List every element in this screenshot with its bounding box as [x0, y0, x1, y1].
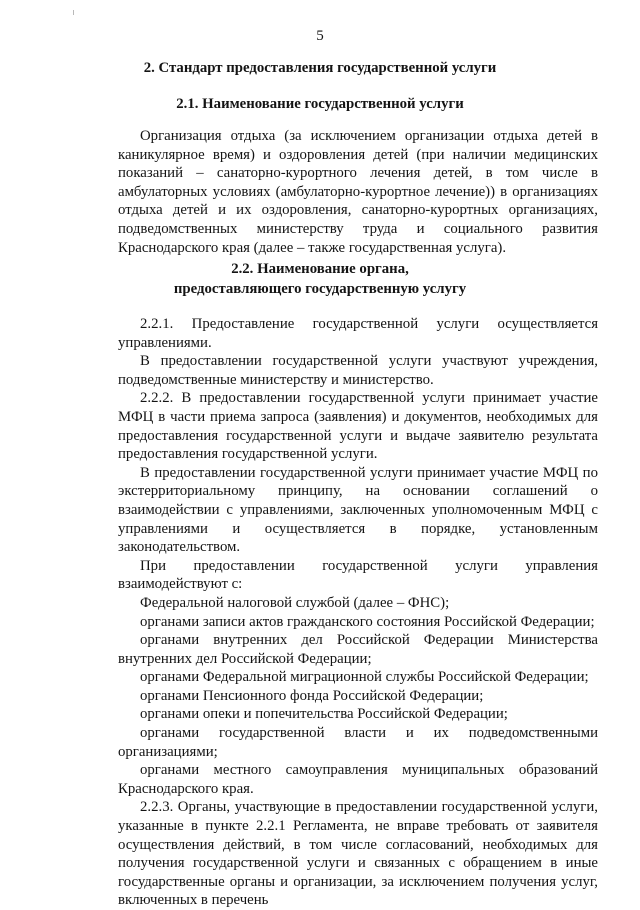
subsection-2-1-body	[118, 127, 598, 257]
list-item: органами опеки и попечительства Российской Федерации;	[140, 706, 508, 723]
subsection-2-2-title-line2: предоставляющего государственную услугу	[173, 281, 467, 297]
list-item: органами Пенсионного фонда Российской Федерации;	[140, 687, 484, 704]
list-item: органами Федеральной миграционной службы Российской Федерации;	[140, 669, 589, 686]
list-item: органами местного самоуправления муниципальных образований Краснодарского края.	[118, 762, 598, 797]
paragraph: В предоставлении государственной услуги принимает участие МФЦ по экстерриториальному принципу, на основании соглашений о взаимодействии с управлениями, заключенных уполномоченным МФЦ с управлениями и осуществляется в порядке, установленным законодательством.	[118, 464, 598, 556]
paragraph-2-2-1: 2.2.1. Предоставление государственной услуги осуществляется управлениями.	[118, 316, 598, 351]
paragraph: При предоставлении государственной услуги управления взаимодействуют с:	[118, 557, 598, 593]
paragraph-2-2-3: 2.2.3. Органы, участвующие в предоставлении государственной услуги, указанные в пункте 2.2.1 Регламента, не вправе требовать от заявителя осуществления действий, в том числе согласований, необходимых для получения государственной услуги и связанных с обращением в иные государственные органы и организации, за исключением получения услуг, включенных в перечень	[118, 799, 598, 909]
list-item: органами записи актов гражданского состояния Российской Федерации;	[140, 613, 595, 630]
page-number: 5	[316, 28, 324, 44]
list-item: органами государственной власти и их подведомственными организациями;	[118, 725, 598, 760]
list-item: Федеральной налоговой службой (далее – ФНС);	[140, 594, 450, 611]
subsection-2-1-title: 2.1. Наименование государственной услуги	[176, 96, 464, 112]
scan-mark	[73, 10, 74, 15]
paragraph: Организация отдыха (за исключением организации отдыха детей в каникулярное время) и оздоровления детей (при наличии медицинских показаний – санаторно-курортного лечения детей, в том числе в амбулаторных условиях (амбулаторно-курортное лечение)) в организациях отдыха детей и их оздоровления, санаторно-курортных организациях, подведомственных министерству труда и социального развития Краснодарского края (далее – также государственная услуга).	[118, 128, 598, 256]
subsection-2-2-title-line1: 2.2. Наименование органа,	[231, 261, 409, 277]
list-item: органами внутренних дел Российской Федерации Министерства внутренних дел Российской Федерации;	[118, 632, 598, 667]
subsection-2-2-body	[118, 315, 598, 910]
paragraph-2-2-2: 2.2.2. В предоставлении государственной услуги принимает участие МФЦ в части приема запроса (заявления) и документов, необходимых для предоставления государственной услуги и выдаче заявителю результата предоставления государственной услуги.	[118, 390, 598, 463]
paragraph: В предоставлении государственной услуги участвуют учреждения, подведомственные министерству и министерство.	[118, 353, 598, 388]
section-title: 2. Стандарт предоставления государственной услуги	[143, 60, 497, 76]
